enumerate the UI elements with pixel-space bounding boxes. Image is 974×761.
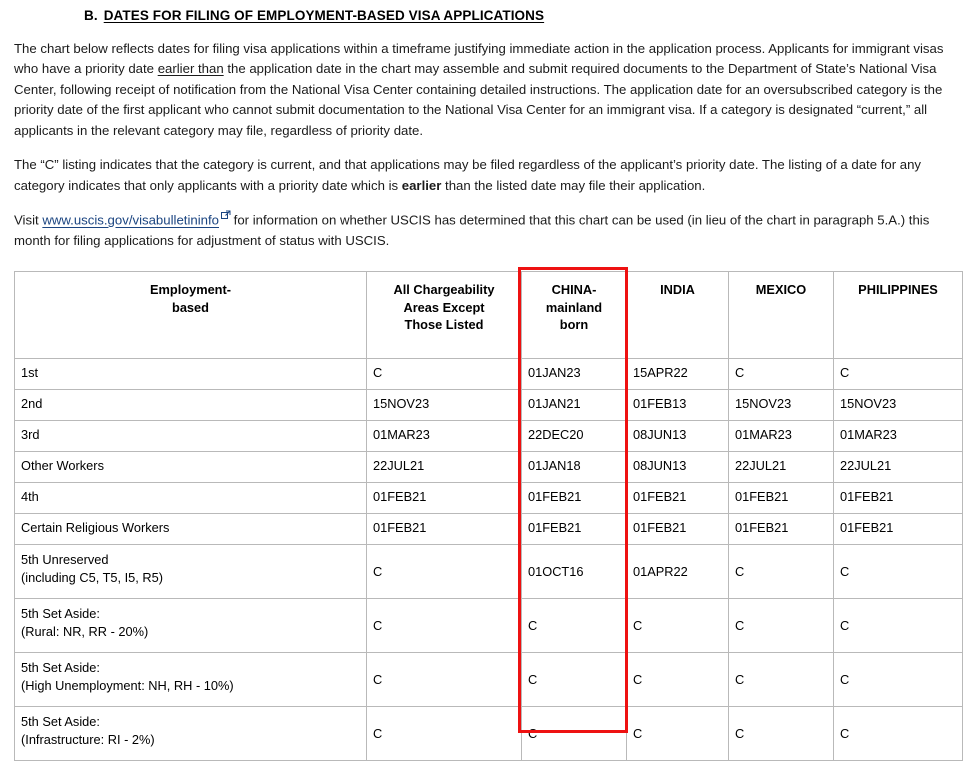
paragraph-2-emphasis: earlier	[401, 177, 442, 193]
header-line-1: PHILIPPINES	[858, 282, 938, 298]
body-text	[0, 39, 974, 251]
header-line-3: born	[559, 317, 589, 332]
cell-all-chargeability: C	[367, 653, 522, 707]
cell-india: C	[627, 599, 729, 653]
page-title: DATES FOR FILING OF EMPLOYMENT-BASED VISA APPLICATIONS	[103, 8, 545, 23]
row-label-line-1: 5th Set Aside:	[21, 714, 100, 730]
header-line-1: MEXICO	[755, 282, 807, 298]
cell-philippines: C	[834, 545, 963, 599]
table-row	[15, 599, 963, 653]
cell-china: 01JAN18	[522, 452, 627, 483]
row-label: 3rd	[15, 421, 367, 452]
paragraph-2-text-b: than the listed date may file their application.	[441, 177, 706, 193]
cell-mexico: C	[729, 599, 834, 653]
paragraph-3-text-b: for information on whether USCIS has determined that this chart can be used (in lieu of the chart in paragraph 5.A.) this month for filing applications for adjustment of status with USCIS.	[14, 212, 930, 249]
cell-india: C	[627, 707, 729, 761]
table-row	[15, 514, 963, 545]
cell-philippines: 15NOV23	[834, 390, 963, 421]
column-header-mexico	[729, 272, 834, 359]
cell-all-chargeability: C	[367, 545, 522, 599]
paragraph-1	[14, 39, 964, 141]
row-label-line-1: 5th Unreserved	[21, 552, 109, 568]
table-header-row	[15, 272, 963, 359]
row-label: 2nd	[15, 390, 367, 421]
cell-mexico: 15NOV23	[729, 390, 834, 421]
cell-china: C	[522, 653, 627, 707]
section-letter: B.	[84, 8, 98, 23]
row-label	[15, 707, 367, 761]
cell-philippines: 01MAR23	[834, 421, 963, 452]
cell-china: 01OCT16	[522, 545, 627, 599]
cell-india: 01FEB21	[627, 514, 729, 545]
row-label-line-1: 5th Set Aside:	[21, 660, 100, 676]
paragraph-3-text-a: Visit	[14, 212, 43, 228]
employment-based-filing-dates-table	[14, 271, 963, 761]
header-line-1: INDIA	[660, 282, 695, 298]
table-row	[15, 653, 963, 707]
header-line-1: Employment-	[149, 282, 232, 298]
cell-all-chargeability: 01MAR23	[367, 421, 522, 452]
row-label-line-1: 5th Set Aside:	[21, 606, 100, 622]
paragraph-2	[14, 155, 964, 196]
row-label-line-2: (including C5, T5, I5, R5)	[21, 569, 164, 585]
cell-mexico: 01FEB21	[729, 483, 834, 514]
cell-mexico: C	[729, 545, 834, 599]
row-label: Other Workers	[15, 452, 367, 483]
cell-all-chargeability: C	[367, 359, 522, 390]
row-label-line-2: (High Unemployment: NH, RH - 10%)	[21, 677, 234, 693]
section-heading	[0, 0, 974, 23]
cell-china: 01JAN23	[522, 359, 627, 390]
cell-philippines: 22JUL21	[834, 452, 963, 483]
cell-china: C	[522, 599, 627, 653]
table-row	[15, 707, 963, 761]
cell-philippines: 01FEB21	[834, 514, 963, 545]
header-line-2: mainland	[545, 299, 603, 315]
visa-dates-table-zone	[14, 271, 964, 761]
paragraph-1-text-b: the application date in the chart may assemble and submit required documents to the Department of State’s National Visa Center, following receipt of notification from the National Visa Center containing detailed instructions. The application date for an oversubscribed category is the priority date of the first applicant who cannot submit documentation to the National Visa Center for an immigrant visa. If a category is designated “current,” all applicants in the relevant category may file, regardless of priority date.	[14, 61, 943, 138]
paragraph-3	[14, 210, 964, 251]
cell-all-chargeability: 22JUL21	[367, 452, 522, 483]
uscis-visabulletininfo-link[interactable]: www.uscis.gov/visabulletininfo	[42, 212, 219, 228]
header-line-2: based	[172, 299, 209, 315]
table-row	[15, 483, 963, 514]
header-line-1: All Chargeability	[393, 282, 495, 298]
cell-mexico: C	[729, 707, 834, 761]
cell-india: 01FEB13	[627, 390, 729, 421]
cell-india: C	[627, 653, 729, 707]
row-label: Certain Religious Workers	[15, 514, 367, 545]
cell-philippines: C	[834, 359, 963, 390]
column-header-india	[627, 272, 729, 359]
cell-all-chargeability: C	[367, 707, 522, 761]
cell-india: 15APR22	[627, 359, 729, 390]
row-label: 4th	[15, 483, 367, 514]
table-row	[15, 359, 963, 390]
cell-philippines: C	[834, 707, 963, 761]
cell-china: 22DEC20	[522, 421, 627, 452]
cell-all-chargeability: 01FEB21	[367, 483, 522, 514]
cell-india: 01APR22	[627, 545, 729, 599]
column-header-china-mainland-born	[522, 272, 627, 359]
cell-mexico: 01MAR23	[729, 421, 834, 452]
paragraph-1-emphasis: earlier than	[157, 61, 224, 77]
cell-philippines: C	[834, 653, 963, 707]
row-label	[15, 653, 367, 707]
column-header-employment-based	[15, 272, 367, 359]
cell-all-chargeability: 15NOV23	[367, 390, 522, 421]
cell-mexico: C	[729, 359, 834, 390]
row-label-line-2: (Infrastructure: RI - 2%)	[21, 731, 155, 747]
header-line-3: Those Listed	[404, 317, 484, 332]
cell-mexico: C	[729, 653, 834, 707]
table-row	[15, 545, 963, 599]
cell-mexico: 01FEB21	[729, 514, 834, 545]
cell-india: 08JUN13	[627, 421, 729, 452]
cell-philippines: 01FEB21	[834, 483, 963, 514]
cell-all-chargeability: 01FEB21	[367, 514, 522, 545]
paragraph-1-text-a: The chart below reflects dates for filing visa applications within a timeframe justifying immediate action in the application process. Applicants for immigrant visas who have a priority date	[14, 41, 944, 77]
cell-india: 08JUN13	[627, 452, 729, 483]
cell-philippines: C	[834, 599, 963, 653]
cell-all-chargeability: C	[367, 599, 522, 653]
row-label-line-2: (Rural: NR, RR - 20%)	[21, 623, 149, 639]
header-line-2: Areas Except	[403, 299, 485, 315]
table-row	[15, 421, 963, 452]
column-header-philippines	[834, 272, 963, 359]
cell-china: 01FEB21	[522, 514, 627, 545]
cell-china: 01JAN21	[522, 390, 627, 421]
table-row	[15, 390, 963, 421]
cell-mexico: 22JUL21	[729, 452, 834, 483]
row-label	[15, 545, 367, 599]
cell-india: 01FEB21	[627, 483, 729, 514]
cell-china: C	[522, 707, 627, 761]
row-label	[15, 599, 367, 653]
table-row	[15, 452, 963, 483]
row-label: 1st	[15, 359, 367, 390]
header-line-1: CHINA-	[551, 282, 597, 298]
cell-china: 01FEB21	[522, 483, 627, 514]
external-link-icon	[221, 210, 230, 219]
column-header-all-chargeability	[367, 272, 522, 359]
paragraph-2-text-a: The “C” listing indicates that the category is current, and that applications may be filed regardless of the applicant’s priority date. The listing of a date for any category indicates that only applicants with a priority date which is	[14, 157, 922, 193]
